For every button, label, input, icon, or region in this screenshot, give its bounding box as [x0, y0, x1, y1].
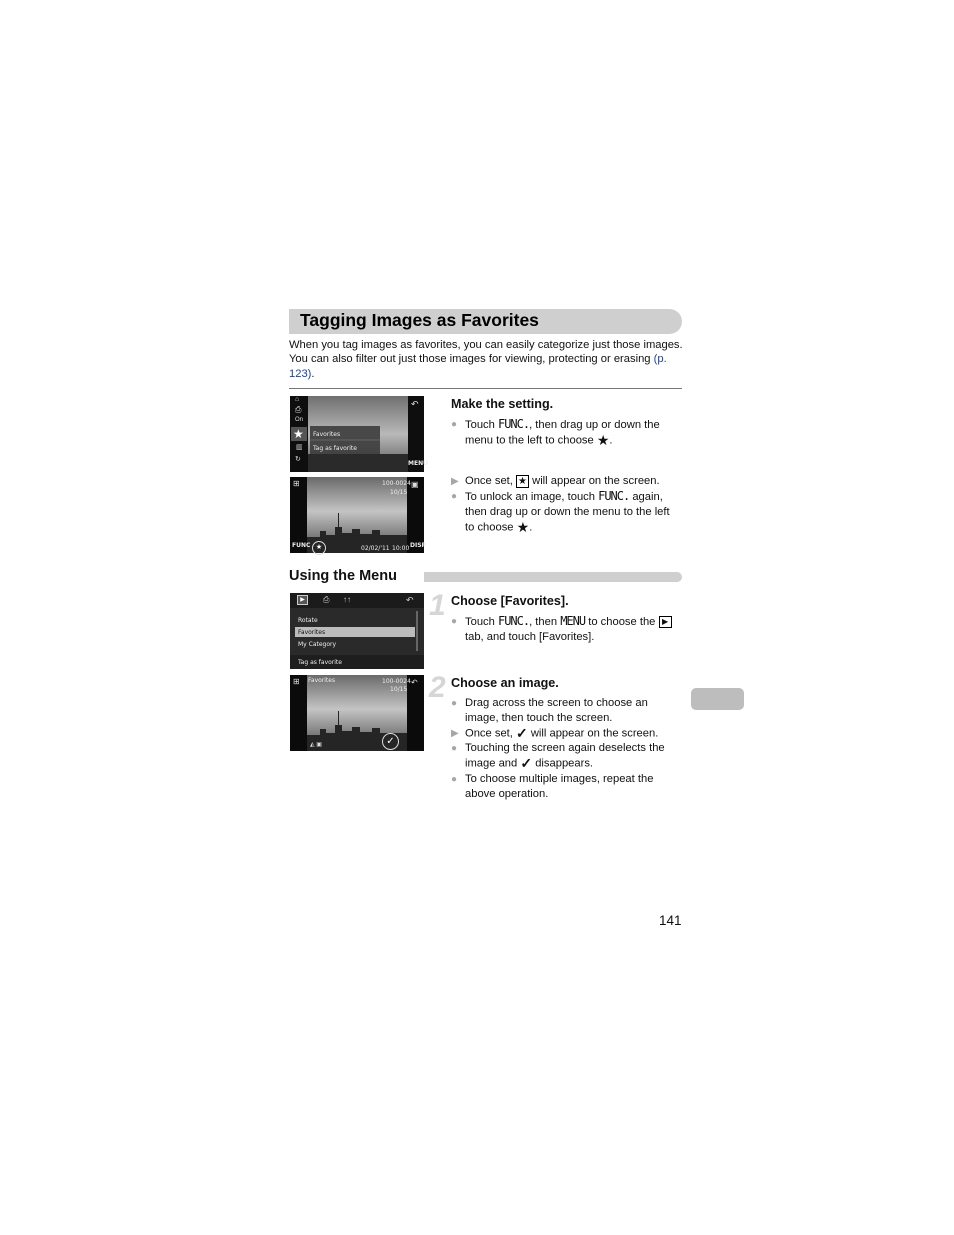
setting-bullets-bottom [451, 474, 676, 535]
text: Touching the screen again deselects the image and [465, 742, 665, 770]
mode-label: Favorites [308, 677, 336, 684]
back-icon[interactable]: ↶ [411, 399, 419, 409]
setting-heading: Make the setting. [451, 397, 554, 411]
using-menu-heading: Using the Menu [289, 568, 397, 584]
menu-button[interactable]: MENU [408, 460, 428, 467]
scrollbar[interactable] [416, 611, 418, 651]
playback-tab-icon: ▶ [659, 616, 672, 628]
disp-button[interactable]: DISP [410, 542, 426, 549]
step2-bullet-2 [451, 726, 676, 741]
capture-date: 02/02/'11 [361, 545, 390, 552]
step-number: 2 [429, 671, 446, 704]
star-icon: ★ [516, 519, 530, 535]
star-icon: ★ [596, 432, 610, 448]
func-button[interactable]: FUNC [292, 542, 311, 549]
text: To choose multiple images, repeat the above operation. [465, 772, 654, 800]
step2-bullet-4 [451, 772, 676, 802]
file-number: 100-0024 [382, 480, 411, 487]
menu-item-favorites: Favorites [313, 431, 341, 438]
index-view-icon[interactable]: ⊞ [293, 677, 300, 686]
text: will appear on the screen. [532, 475, 660, 487]
menu-tab-bar [290, 593, 424, 608]
bullet-dot-icon: ● [451, 419, 458, 430]
checkmark-icon: ✓ [516, 725, 528, 741]
text: Touch [465, 419, 495, 431]
capture-time: 10:00 [392, 545, 410, 552]
text: . [609, 434, 613, 447]
step-number: 1 [429, 589, 446, 622]
chapter-tab-marker [691, 688, 744, 710]
text: To unlock an image, touch [465, 491, 595, 503]
bullet-dot-icon: ● [451, 743, 458, 755]
text: Once set, [465, 475, 513, 487]
step1-bullet-1 [451, 614, 676, 645]
func-label: FUNC. [497, 417, 530, 431]
edit-icon[interactable]: ▣ [411, 480, 419, 489]
text: , then [529, 616, 558, 628]
side-icon-erase: ▥ [296, 444, 303, 451]
file-number: 100-0024 [382, 678, 411, 685]
side-icon-print: ⎙ [295, 405, 302, 414]
step2-heading: Choose an image. [451, 676, 559, 690]
divider [289, 388, 682, 389]
text: disappears. [535, 757, 594, 770]
side-icon-rotate: ↻ [295, 456, 301, 463]
func-label: FUNC. [497, 614, 530, 628]
text: again, then drag up or down the menu to the left to choose [465, 491, 670, 534]
bullet-dot-icon: ● [451, 698, 458, 709]
step1-heading: Choose [Favorites]. [451, 594, 569, 608]
checkmark-circle-icon[interactable]: ✓ [382, 733, 399, 750]
page-reference-link[interactable]: (p. 123) [289, 353, 667, 380]
print-tab-icon[interactable]: ⎙ [323, 595, 330, 604]
back-icon[interactable]: ↶ [411, 678, 418, 687]
side-icon-protect: On [295, 417, 304, 423]
bullet-dot-icon: ● [451, 616, 458, 627]
menu-footer-hint: Tag as favorite [298, 659, 342, 666]
text: Drag across the screen to choose an image, then touch the screen. [465, 697, 648, 724]
menu-item-favorites[interactable]: Favorites [298, 629, 326, 636]
screen-illustration [290, 396, 424, 472]
menu-item-my-category[interactable]: My Category [298, 641, 337, 648]
text: tab, and touch [Favorites]. [465, 631, 595, 643]
camera-screen-playback [290, 477, 424, 553]
settings-tab-icon[interactable]: ↑↑ [343, 595, 351, 604]
intro-paragraph [289, 338, 684, 381]
result-arrow-icon: ▶ [451, 476, 459, 487]
step2-bullets [451, 696, 676, 802]
text: . [529, 521, 533, 534]
camera-screen-favorites-select [290, 675, 424, 751]
text: will appear on the screen. [530, 727, 659, 740]
subsection-bar [424, 572, 682, 582]
section-title: Tagging Images as Favorites [300, 310, 539, 330]
boxed-star-icon: ★ [516, 475, 529, 488]
func-label: FUNC. [598, 489, 630, 503]
setting-bullets-top [451, 417, 676, 448]
bullet-dot-icon: ● [451, 491, 458, 502]
text: to choose the [588, 616, 656, 628]
index-view-icon[interactable]: ⊞ [293, 479, 300, 488]
setting-bullet-1 [451, 417, 676, 448]
camera-screen-playback-menu [290, 593, 424, 669]
text: Touch [465, 616, 495, 628]
step2-bullet-1 [451, 696, 676, 726]
favorite-indicator-icon: ★ [312, 541, 326, 555]
checkmark-icon: ✓ [520, 755, 533, 772]
step1-bullets [451, 614, 676, 645]
playback-tab-icon[interactable]: ▶ [297, 595, 308, 605]
menu-item-rotate[interactable]: Rotate [298, 617, 318, 624]
setting-bullet-3 [451, 489, 676, 535]
menu-label: MENU [560, 614, 586, 628]
step2-bullet-3 [451, 741, 676, 771]
image-counter: 10/15 [390, 489, 408, 496]
side-icon-album: ⌂ [295, 396, 300, 403]
intro-text: When you tag images as favorites, you can easily categorize just those images. You can also filter out just those images for viewing, protecting or erasing [289, 339, 683, 366]
side-icon-favorites-star[interactable]: ★ [293, 427, 304, 441]
intro-end: . [311, 367, 315, 380]
text: , then drag up or down the menu to the left to choose [465, 419, 660, 447]
page-number: 141 [659, 913, 682, 928]
image-counter: 10/15 [390, 686, 408, 693]
back-icon[interactable]: ↶ [406, 595, 414, 605]
setting-bullet-2 [451, 474, 676, 489]
menu-item-tag: Tag as favorite [313, 445, 357, 452]
bullet-dot-icon: ● [451, 773, 458, 785]
sound-icon: ◭ ▣ [310, 742, 322, 748]
camera-screen-func-menu [290, 396, 428, 472]
text: Once set, [465, 727, 513, 740]
result-arrow-icon: ▶ [451, 728, 459, 739]
